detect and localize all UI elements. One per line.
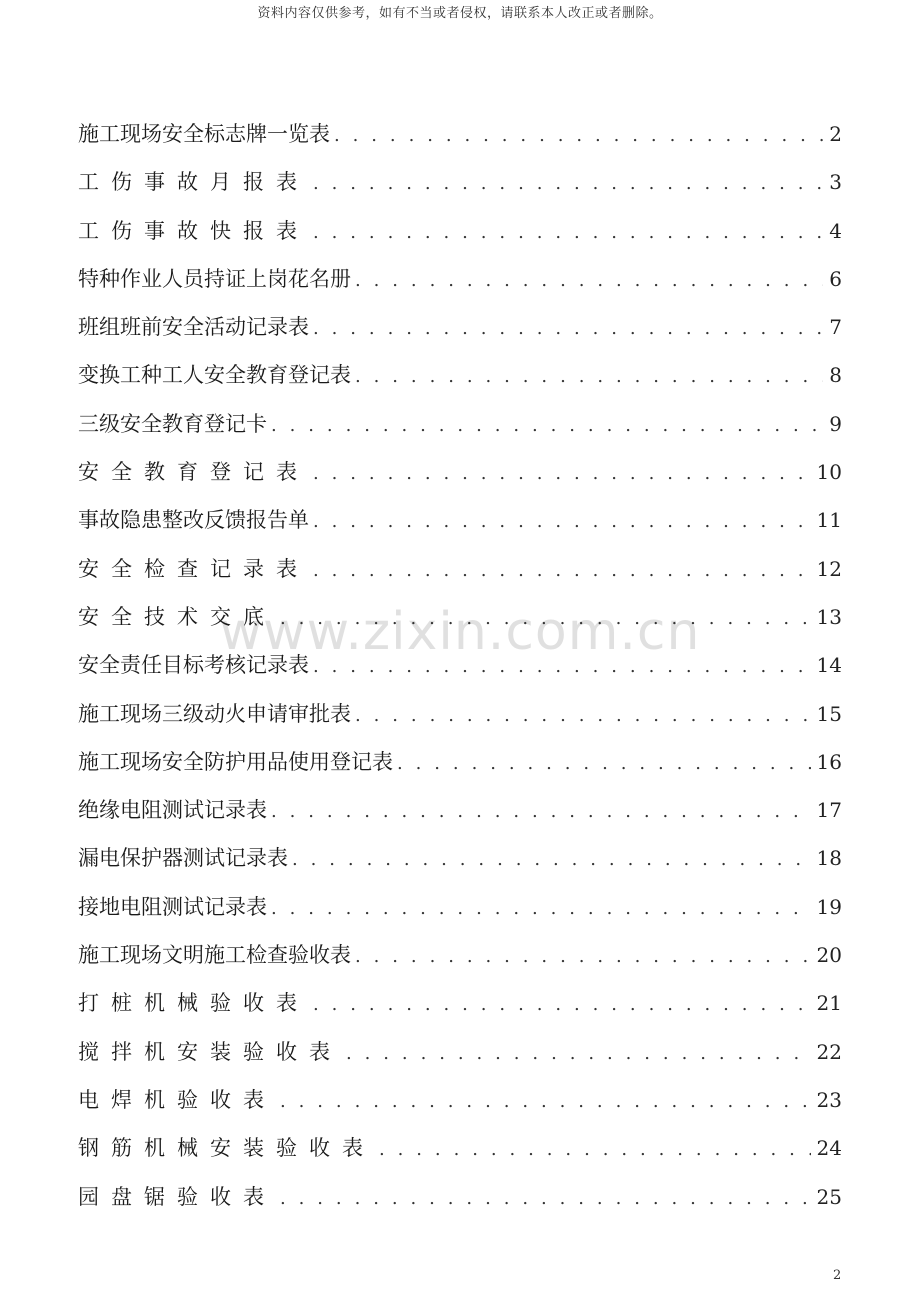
toc-entry[interactable] bbox=[78, 746, 842, 794]
toc-entry-title: 变换工种工人安全教育登记表 bbox=[78, 363, 351, 388]
table-of-contents bbox=[78, 118, 842, 1229]
toc-dot-leader bbox=[397, 753, 811, 774]
toc-entry-page: 21 bbox=[816, 991, 842, 1016]
toc-entry-page: 8 bbox=[829, 363, 842, 388]
toc-entry-page: 12 bbox=[816, 556, 842, 581]
toc-entry-title: 园盘锯验收表 bbox=[78, 1184, 276, 1209]
toc-entry[interactable] bbox=[78, 649, 842, 697]
toc-entry-title: 施工现场安全标志牌一览表 bbox=[78, 122, 330, 146]
toc-entry[interactable] bbox=[78, 601, 842, 649]
toc-dot-leader bbox=[313, 222, 823, 243]
toc-entry-page: 16 bbox=[816, 749, 842, 774]
toc-entry-page: 2 bbox=[829, 122, 842, 146]
header-disclaimer: 资料内容仅供参考，如有不当或者侵权，请联系本人改正或者删除。 bbox=[257, 6, 663, 21]
toc-entry-title: 安全教育登记表 bbox=[78, 460, 309, 485]
toc-entry-title: 工伤事故快报表 bbox=[78, 218, 309, 243]
toc-entry-page: 22 bbox=[816, 1039, 842, 1064]
toc-entry-title: 施工现场三级动火申请审批表 bbox=[78, 701, 351, 726]
toc-entry-page: 11 bbox=[816, 508, 842, 533]
toc-entry-title: 绝缘电阻测试记录表 bbox=[78, 798, 267, 823]
toc-dot-leader bbox=[313, 656, 811, 677]
toc-entry-title: 三级安全教育登记卡 bbox=[78, 411, 267, 436]
toc-entry[interactable] bbox=[78, 987, 842, 1035]
toc-entry-page: 19 bbox=[816, 894, 842, 919]
toc-dot-leader bbox=[271, 898, 811, 919]
toc-entry[interactable] bbox=[78, 1036, 842, 1084]
toc-entry[interactable] bbox=[78, 1181, 842, 1229]
toc-entry[interactable] bbox=[78, 794, 842, 842]
toc-entry-title: 施工现场安全防护用品使用登记表 bbox=[78, 749, 393, 774]
toc-entry-title: 安全技术交底 bbox=[78, 604, 276, 629]
toc-dot-leader bbox=[280, 1188, 811, 1209]
toc-entry-title: 安全责任目标考核记录表 bbox=[78, 653, 309, 678]
toc-entry[interactable] bbox=[78, 359, 842, 407]
toc-entry-page: 7 bbox=[829, 315, 842, 340]
toc-entry-page: 20 bbox=[816, 943, 842, 968]
toc-dot-leader bbox=[313, 511, 811, 532]
toc-dot-leader bbox=[313, 173, 823, 194]
toc-entry[interactable] bbox=[78, 118, 842, 166]
toc-dot-leader bbox=[355, 705, 811, 726]
toc-entry-page: 17 bbox=[816, 798, 842, 823]
toc-dot-leader bbox=[334, 125, 823, 146]
toc-dot-leader bbox=[313, 318, 823, 339]
toc-dot-leader bbox=[313, 463, 811, 484]
toc-dot-leader bbox=[271, 801, 811, 822]
toc-dot-leader bbox=[355, 946, 811, 967]
toc-entry-page: 4 bbox=[829, 218, 842, 243]
toc-entry-title: 班组班前安全活动记录表 bbox=[78, 315, 309, 340]
toc-entry-page: 3 bbox=[829, 170, 842, 195]
toc-dot-leader bbox=[271, 415, 823, 436]
toc-entry-page: 6 bbox=[829, 266, 842, 291]
toc-entry-title: 特种作业人员持证上岗花名册 bbox=[78, 266, 351, 291]
toc-entry-title: 安全检查记录表 bbox=[78, 556, 309, 581]
toc-entry-title: 打桩机械验收表 bbox=[78, 991, 309, 1016]
toc-entry-page: 14 bbox=[816, 653, 842, 678]
toc-entry-page: 15 bbox=[816, 701, 842, 726]
toc-entry[interactable] bbox=[78, 263, 842, 311]
toc-entry-page: 9 bbox=[829, 411, 842, 436]
toc-entry[interactable] bbox=[78, 1084, 842, 1132]
toc-entry-page: 10 bbox=[816, 460, 842, 485]
toc-entry-page: 23 bbox=[816, 1087, 842, 1112]
toc-entry-title: 事故隐患整改反馈报告单 bbox=[78, 508, 309, 533]
toc-entry-title: 工伤事故月报表 bbox=[78, 170, 309, 195]
toc-dot-leader bbox=[292, 849, 811, 870]
toc-entry[interactable] bbox=[78, 553, 842, 601]
toc-dot-leader bbox=[355, 366, 823, 387]
toc-entry-page: 13 bbox=[816, 604, 842, 629]
toc-entry-title: 施工现场文明施工检查验收表 bbox=[78, 943, 351, 968]
watermark: www.zixin.com.cn bbox=[219, 602, 701, 662]
toc-entry[interactable] bbox=[78, 311, 842, 359]
toc-entry-page: 24 bbox=[816, 1136, 842, 1161]
toc-entry-page: 18 bbox=[816, 846, 842, 871]
toc-entry[interactable] bbox=[78, 166, 842, 214]
toc-dot-leader bbox=[313, 560, 811, 581]
page-number: 2 bbox=[833, 1268, 842, 1283]
toc-entry[interactable] bbox=[78, 939, 842, 987]
toc-entry-title: 电焊机验收表 bbox=[78, 1087, 276, 1112]
toc-entry[interactable] bbox=[78, 698, 842, 746]
toc-dot-leader bbox=[379, 1139, 811, 1160]
toc-entry[interactable] bbox=[78, 891, 842, 939]
toc-entry[interactable] bbox=[78, 215, 842, 263]
toc-entry-page: 25 bbox=[816, 1184, 842, 1209]
toc-dot-leader bbox=[280, 1091, 811, 1112]
toc-entry-title: 漏电保护器测试记录表 bbox=[78, 846, 288, 871]
toc-entry[interactable] bbox=[78, 1132, 842, 1180]
toc-entry[interactable] bbox=[78, 408, 842, 456]
toc-entry-title: 钢筋机械安装验收表 bbox=[78, 1136, 375, 1161]
toc-entry[interactable] bbox=[78, 842, 842, 890]
toc-entry[interactable] bbox=[78, 504, 842, 552]
toc-dot-leader bbox=[313, 994, 811, 1015]
toc-entry-title: 接地电阻测试记录表 bbox=[78, 894, 267, 919]
toc-entry-title: 搅拌机安装验收表 bbox=[78, 1039, 342, 1064]
toc-dot-leader bbox=[355, 270, 823, 291]
toc-dot-leader bbox=[346, 1043, 811, 1064]
toc-dot-leader bbox=[280, 608, 811, 629]
toc-entry[interactable] bbox=[78, 456, 842, 504]
